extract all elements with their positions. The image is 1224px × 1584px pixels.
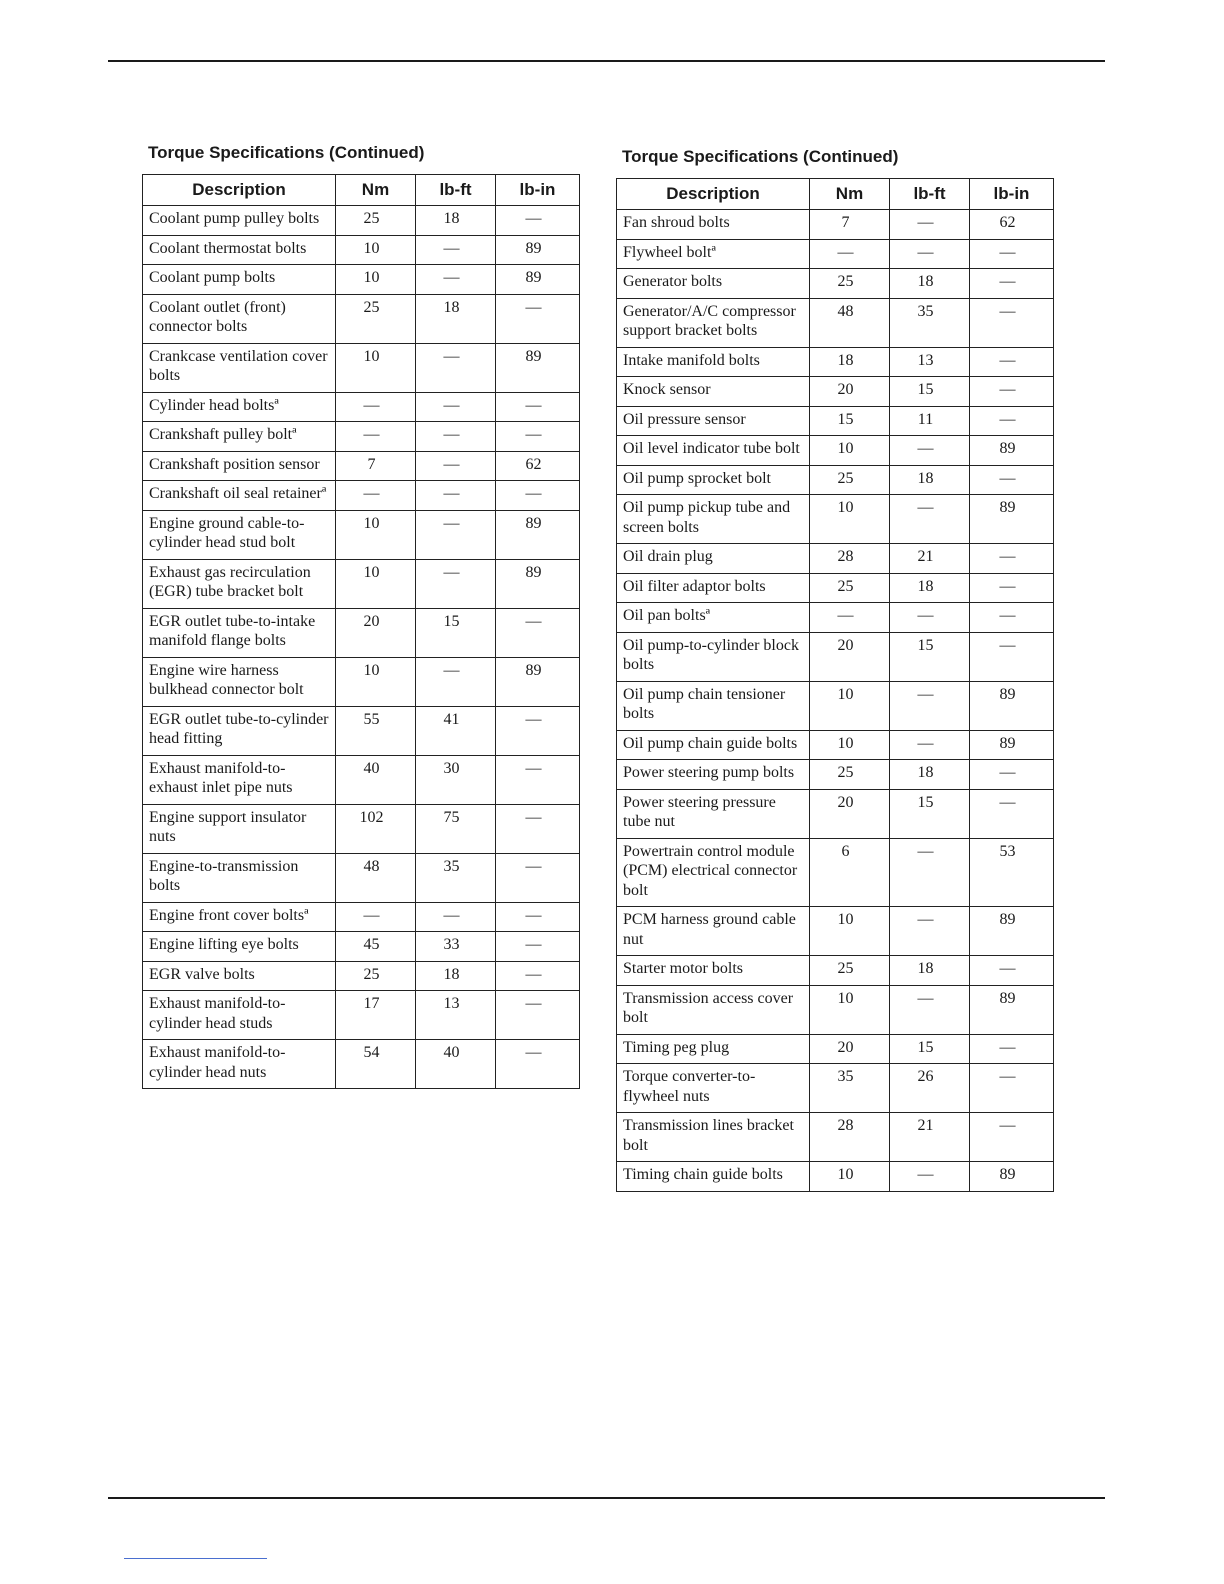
cell-lbin: — — [970, 632, 1054, 681]
cell-description: Oil pump chain guide bolts — [617, 730, 810, 760]
table-row — [617, 210, 1054, 240]
cell-nm: 25 — [810, 465, 890, 495]
cell-lbft: — — [416, 343, 496, 392]
cell-lbft: — — [416, 392, 496, 422]
cell-nm: 10 — [336, 510, 416, 559]
cell-lbft: 75 — [416, 804, 496, 853]
cell-lbft: 15 — [890, 1034, 970, 1064]
footer-rule — [108, 1497, 1105, 1499]
cell-lbin: 89 — [970, 907, 1054, 956]
cell-description: Fan shroud bolts — [617, 210, 810, 240]
right-torque-panel — [616, 146, 1053, 1192]
left-table-header-row — [143, 175, 580, 206]
cell-lbin: — — [970, 239, 1054, 269]
table-row — [617, 603, 1054, 633]
cell-nm: 20 — [810, 377, 890, 407]
table-row — [617, 838, 1054, 907]
table-row — [143, 481, 580, 511]
cell-lbft: 33 — [416, 932, 496, 962]
cell-nm: 10 — [336, 343, 416, 392]
cell-nm: — — [336, 481, 416, 511]
cell-lbin: — — [496, 755, 580, 804]
cell-lbft: 35 — [416, 853, 496, 902]
cell-lbft: 40 — [416, 1040, 496, 1089]
cell-lbin: 89 — [496, 510, 580, 559]
cell-lbin: — — [496, 294, 580, 343]
cell-lbft: 15 — [890, 377, 970, 407]
cell-description: Power steering pressure tube nut — [617, 789, 810, 838]
cell-nm: 10 — [336, 559, 416, 608]
table-row — [617, 760, 1054, 790]
cell-description: Starter motor bolts — [617, 956, 810, 986]
cell-description: EGR outlet tube-to-cylinder head fitting — [143, 706, 336, 755]
cell-lbin: — — [970, 465, 1054, 495]
cell-lbft: — — [890, 985, 970, 1034]
cell-description: Oil pump pickup tube and screen bolts — [617, 495, 810, 544]
cell-nm: 54 — [336, 1040, 416, 1089]
cell-description: Coolant pump pulley bolts — [143, 206, 336, 236]
cell-lbft: — — [890, 907, 970, 956]
cell-lbin: 89 — [970, 1162, 1054, 1192]
cell-nm: 10 — [336, 657, 416, 706]
cell-lbin: — — [970, 377, 1054, 407]
table-row — [143, 804, 580, 853]
table-row — [617, 573, 1054, 603]
cell-description: Coolant outlet (front) connector bolts — [143, 294, 336, 343]
table-row — [143, 294, 580, 343]
cell-lbft: 41 — [416, 706, 496, 755]
cell-description: Exhaust gas recirculation (EGR) tube bracket bolt — [143, 559, 336, 608]
cell-lbin: 62 — [970, 210, 1054, 240]
cell-description: Exhaust manifold-to-cylinder head studs — [143, 991, 336, 1040]
cell-lbin: — — [970, 1113, 1054, 1162]
cell-nm: 25 — [336, 294, 416, 343]
header-rule — [108, 60, 1105, 62]
cell-lbin: 89 — [496, 343, 580, 392]
cell-lbft: 30 — [416, 755, 496, 804]
cell-description: Crankshaft oil seal retainerª — [143, 481, 336, 511]
cell-description: Intake manifold bolts — [617, 347, 810, 377]
cell-description: Torque converter-to-flywheel nuts — [617, 1064, 810, 1113]
cell-description: Engine wire harness bulkhead connector bolt — [143, 657, 336, 706]
cell-nm: 102 — [336, 804, 416, 853]
table-row — [617, 544, 1054, 574]
cell-lbft: 18 — [416, 206, 496, 236]
cell-description: Oil pump sprocket bolt — [617, 465, 810, 495]
cell-lbft: 18 — [890, 573, 970, 603]
cell-lbft: 13 — [416, 991, 496, 1040]
cell-lbin: 89 — [496, 657, 580, 706]
table-row — [143, 961, 580, 991]
table-row — [143, 902, 580, 932]
table-row — [143, 657, 580, 706]
cell-lbft: — — [890, 730, 970, 760]
cell-description: Crankshaft pulley boltª — [143, 422, 336, 452]
cell-lbft: — — [416, 451, 496, 481]
table-row — [617, 436, 1054, 466]
cell-lbin: — — [970, 573, 1054, 603]
cell-lbft: — — [416, 422, 496, 452]
cell-lbin: — — [970, 298, 1054, 347]
cell-nm: 25 — [810, 269, 890, 299]
cell-nm: 28 — [810, 544, 890, 574]
cell-lbft: — — [416, 559, 496, 608]
cell-nm: — — [336, 902, 416, 932]
cell-lbin: — — [970, 603, 1054, 633]
table-row — [617, 1034, 1054, 1064]
table-row — [143, 451, 580, 481]
table-row — [617, 1064, 1054, 1113]
cell-nm: 10 — [810, 436, 890, 466]
cell-lbft: 15 — [890, 789, 970, 838]
table-row — [617, 269, 1054, 299]
cell-lbin: — — [970, 406, 1054, 436]
cell-nm: 7 — [336, 451, 416, 481]
cell-nm: 10 — [336, 265, 416, 295]
table-row — [617, 298, 1054, 347]
cell-lbft: — — [890, 210, 970, 240]
cell-lbin: — — [496, 392, 580, 422]
cell-lbin: — — [496, 902, 580, 932]
cell-description: Power steering pump bolts — [617, 760, 810, 790]
cell-nm: 25 — [810, 956, 890, 986]
table-row — [617, 632, 1054, 681]
cell-nm: 25 — [336, 961, 416, 991]
cell-nm: 17 — [336, 991, 416, 1040]
column-header-lbft: lb-ft — [890, 179, 970, 210]
cell-description: Oil level indicator tube bolt — [617, 436, 810, 466]
cell-lbft: 21 — [890, 544, 970, 574]
cell-lbft: — — [890, 681, 970, 730]
footer-link-underline — [124, 1558, 267, 1559]
cell-nm: 10 — [810, 907, 890, 956]
left-torque-panel — [142, 142, 579, 1089]
cell-lbin: 89 — [970, 681, 1054, 730]
cell-description: Engine support insulator nuts — [143, 804, 336, 853]
cell-description: Timing peg plug — [617, 1034, 810, 1064]
right-table-header-row — [617, 179, 1054, 210]
cell-lbft: 18 — [890, 956, 970, 986]
table-row — [617, 347, 1054, 377]
cell-lbin: 89 — [496, 559, 580, 608]
cell-lbin: — — [496, 206, 580, 236]
table-row — [143, 991, 580, 1040]
cell-description: Oil pressure sensor — [617, 406, 810, 436]
cell-description: Powertrain control module (PCM) electrical connector bolt — [617, 838, 810, 907]
cell-lbin: 53 — [970, 838, 1054, 907]
cell-lbin: — — [496, 804, 580, 853]
cell-lbft: 18 — [890, 760, 970, 790]
cell-lbft: — — [890, 603, 970, 633]
cell-lbft: — — [416, 510, 496, 559]
cell-lbin: — — [496, 961, 580, 991]
cell-lbft: — — [416, 657, 496, 706]
column-header-nm: Nm — [336, 175, 416, 206]
table-row — [143, 510, 580, 559]
right-table-body — [617, 210, 1054, 1192]
table-row — [617, 465, 1054, 495]
cell-lbin: 89 — [496, 265, 580, 295]
cell-description: Engine-to-transmission bolts — [143, 853, 336, 902]
cell-lbin: — — [970, 1034, 1054, 1064]
cell-lbin: — — [496, 853, 580, 902]
cell-description: Exhaust manifold-to-cylinder head nuts — [143, 1040, 336, 1089]
cell-lbin: 89 — [970, 495, 1054, 544]
cell-lbft: 15 — [890, 632, 970, 681]
cell-description: Cylinder head boltsª — [143, 392, 336, 422]
cell-lbin: — — [496, 481, 580, 511]
cell-lbin: — — [970, 544, 1054, 574]
cell-lbin: — — [496, 608, 580, 657]
table-row — [143, 235, 580, 265]
cell-lbft: 18 — [890, 269, 970, 299]
cell-lbft: — — [890, 495, 970, 544]
cell-description: Exhaust manifold-to-exhaust inlet pipe nuts — [143, 755, 336, 804]
left-table-body — [143, 206, 580, 1089]
cell-lbin: 89 — [970, 730, 1054, 760]
table-row — [143, 608, 580, 657]
table-row — [143, 265, 580, 295]
cell-description: Oil pump chain tensioner bolts — [617, 681, 810, 730]
cell-nm: 20 — [810, 1034, 890, 1064]
cell-nm: 25 — [336, 206, 416, 236]
cell-description: Engine ground cable-to-cylinder head stud bolt — [143, 510, 336, 559]
cell-nm: 55 — [336, 706, 416, 755]
cell-description: Oil filter adaptor bolts — [617, 573, 810, 603]
cell-description: Engine lifting eye bolts — [143, 932, 336, 962]
cell-description: Generator/A/C compressor support bracket bolts — [617, 298, 810, 347]
cell-nm: 10 — [810, 681, 890, 730]
cell-lbft: — — [890, 239, 970, 269]
cell-nm: — — [810, 603, 890, 633]
cell-lbft: 21 — [890, 1113, 970, 1162]
table-row — [143, 853, 580, 902]
cell-nm: 15 — [810, 406, 890, 436]
cell-lbin: 89 — [496, 235, 580, 265]
cell-lbft: — — [890, 1162, 970, 1192]
cell-nm: 35 — [810, 1064, 890, 1113]
cell-description: Transmission access cover bolt — [617, 985, 810, 1034]
cell-lbin: 89 — [970, 985, 1054, 1034]
cell-nm: 10 — [336, 235, 416, 265]
cell-description: Oil pump-to-cylinder block bolts — [617, 632, 810, 681]
cell-description: Crankcase ventilation cover bolts — [143, 343, 336, 392]
cell-description: Generator bolts — [617, 269, 810, 299]
cell-nm: 20 — [810, 789, 890, 838]
table-row — [617, 956, 1054, 986]
table-row — [617, 239, 1054, 269]
table-row — [617, 789, 1054, 838]
table-row — [143, 755, 580, 804]
cell-lbin: — — [970, 956, 1054, 986]
cell-lbin: — — [496, 706, 580, 755]
cell-lbft: 35 — [890, 298, 970, 347]
column-header-lbft: lb-ft — [416, 175, 496, 206]
cell-nm: 7 — [810, 210, 890, 240]
cell-lbin: — — [970, 760, 1054, 790]
table-row — [143, 392, 580, 422]
cell-nm: 10 — [810, 495, 890, 544]
cell-nm: 10 — [810, 985, 890, 1034]
cell-nm: — — [810, 239, 890, 269]
cell-lbin: — — [496, 422, 580, 452]
cell-lbft: — — [416, 265, 496, 295]
cell-lbft: — — [890, 838, 970, 907]
cell-description: Oil drain plug — [617, 544, 810, 574]
table-row — [143, 1040, 580, 1089]
table-row — [617, 1162, 1054, 1192]
table-row — [617, 406, 1054, 436]
cell-description: Oil pan boltsª — [617, 603, 810, 633]
table-row — [143, 559, 580, 608]
left-torque-table — [142, 174, 580, 1089]
cell-nm: — — [336, 392, 416, 422]
table-row — [143, 343, 580, 392]
table-row — [617, 377, 1054, 407]
left-table-title: Torque Specifications (Continued) — [148, 143, 425, 162]
cell-nm: — — [336, 422, 416, 452]
right-table-title: Torque Specifications (Continued) — [622, 147, 899, 166]
column-header-lbin: lb-in — [970, 179, 1054, 210]
cell-lbin: 89 — [970, 436, 1054, 466]
cell-lbft: — — [890, 436, 970, 466]
cell-nm: 40 — [336, 755, 416, 804]
cell-lbft: — — [416, 902, 496, 932]
cell-description: Transmission lines bracket bolt — [617, 1113, 810, 1162]
cell-lbin: — — [970, 347, 1054, 377]
cell-lbin: 62 — [496, 451, 580, 481]
cell-description: EGR valve bolts — [143, 961, 336, 991]
cell-lbin: — — [970, 1064, 1054, 1113]
column-header-description: Description — [143, 175, 336, 206]
table-row — [143, 932, 580, 962]
cell-nm: 10 — [810, 730, 890, 760]
cell-lbft: 18 — [890, 465, 970, 495]
cell-lbin: — — [970, 269, 1054, 299]
cell-nm: 48 — [810, 298, 890, 347]
cell-lbft: 11 — [890, 406, 970, 436]
table-row — [617, 907, 1054, 956]
cell-lbft: 26 — [890, 1064, 970, 1113]
cell-description: Crankshaft position sensor — [143, 451, 336, 481]
column-header-lbin: lb-in — [496, 175, 580, 206]
cell-lbin: — — [496, 991, 580, 1040]
cell-description: Coolant thermostat bolts — [143, 235, 336, 265]
cell-description: Flywheel boltª — [617, 239, 810, 269]
table-row — [143, 422, 580, 452]
table-row — [143, 206, 580, 236]
column-header-description: Description — [617, 179, 810, 210]
cell-description: PCM harness ground cable nut — [617, 907, 810, 956]
right-torque-table — [616, 178, 1054, 1192]
cell-nm: 25 — [810, 760, 890, 790]
cell-nm: 48 — [336, 853, 416, 902]
cell-lbin: — — [496, 1040, 580, 1089]
table-row — [617, 1113, 1054, 1162]
cell-lbft: — — [416, 481, 496, 511]
cell-nm: 20 — [810, 632, 890, 681]
cell-description: EGR outlet tube-to-intake manifold flange bolts — [143, 608, 336, 657]
table-row — [617, 495, 1054, 544]
cell-description: Engine front cover boltsª — [143, 902, 336, 932]
cell-lbft: 15 — [416, 608, 496, 657]
table-row — [617, 730, 1054, 760]
cell-nm: 20 — [336, 608, 416, 657]
cell-description: Knock sensor — [617, 377, 810, 407]
cell-nm: 25 — [810, 573, 890, 603]
cell-nm: 10 — [810, 1162, 890, 1192]
column-header-nm: Nm — [810, 179, 890, 210]
cell-lbft: — — [416, 235, 496, 265]
cell-nm: 18 — [810, 347, 890, 377]
table-row — [617, 681, 1054, 730]
cell-description: Timing chain guide bolts — [617, 1162, 810, 1192]
cell-lbin: — — [970, 789, 1054, 838]
cell-lbft: 13 — [890, 347, 970, 377]
cell-nm: 6 — [810, 838, 890, 907]
cell-nm: 28 — [810, 1113, 890, 1162]
cell-lbft: 18 — [416, 961, 496, 991]
cell-lbft: 18 — [416, 294, 496, 343]
table-row — [143, 706, 580, 755]
cell-description: Coolant pump bolts — [143, 265, 336, 295]
cell-lbin: — — [496, 932, 580, 962]
cell-nm: 45 — [336, 932, 416, 962]
table-row — [617, 985, 1054, 1034]
